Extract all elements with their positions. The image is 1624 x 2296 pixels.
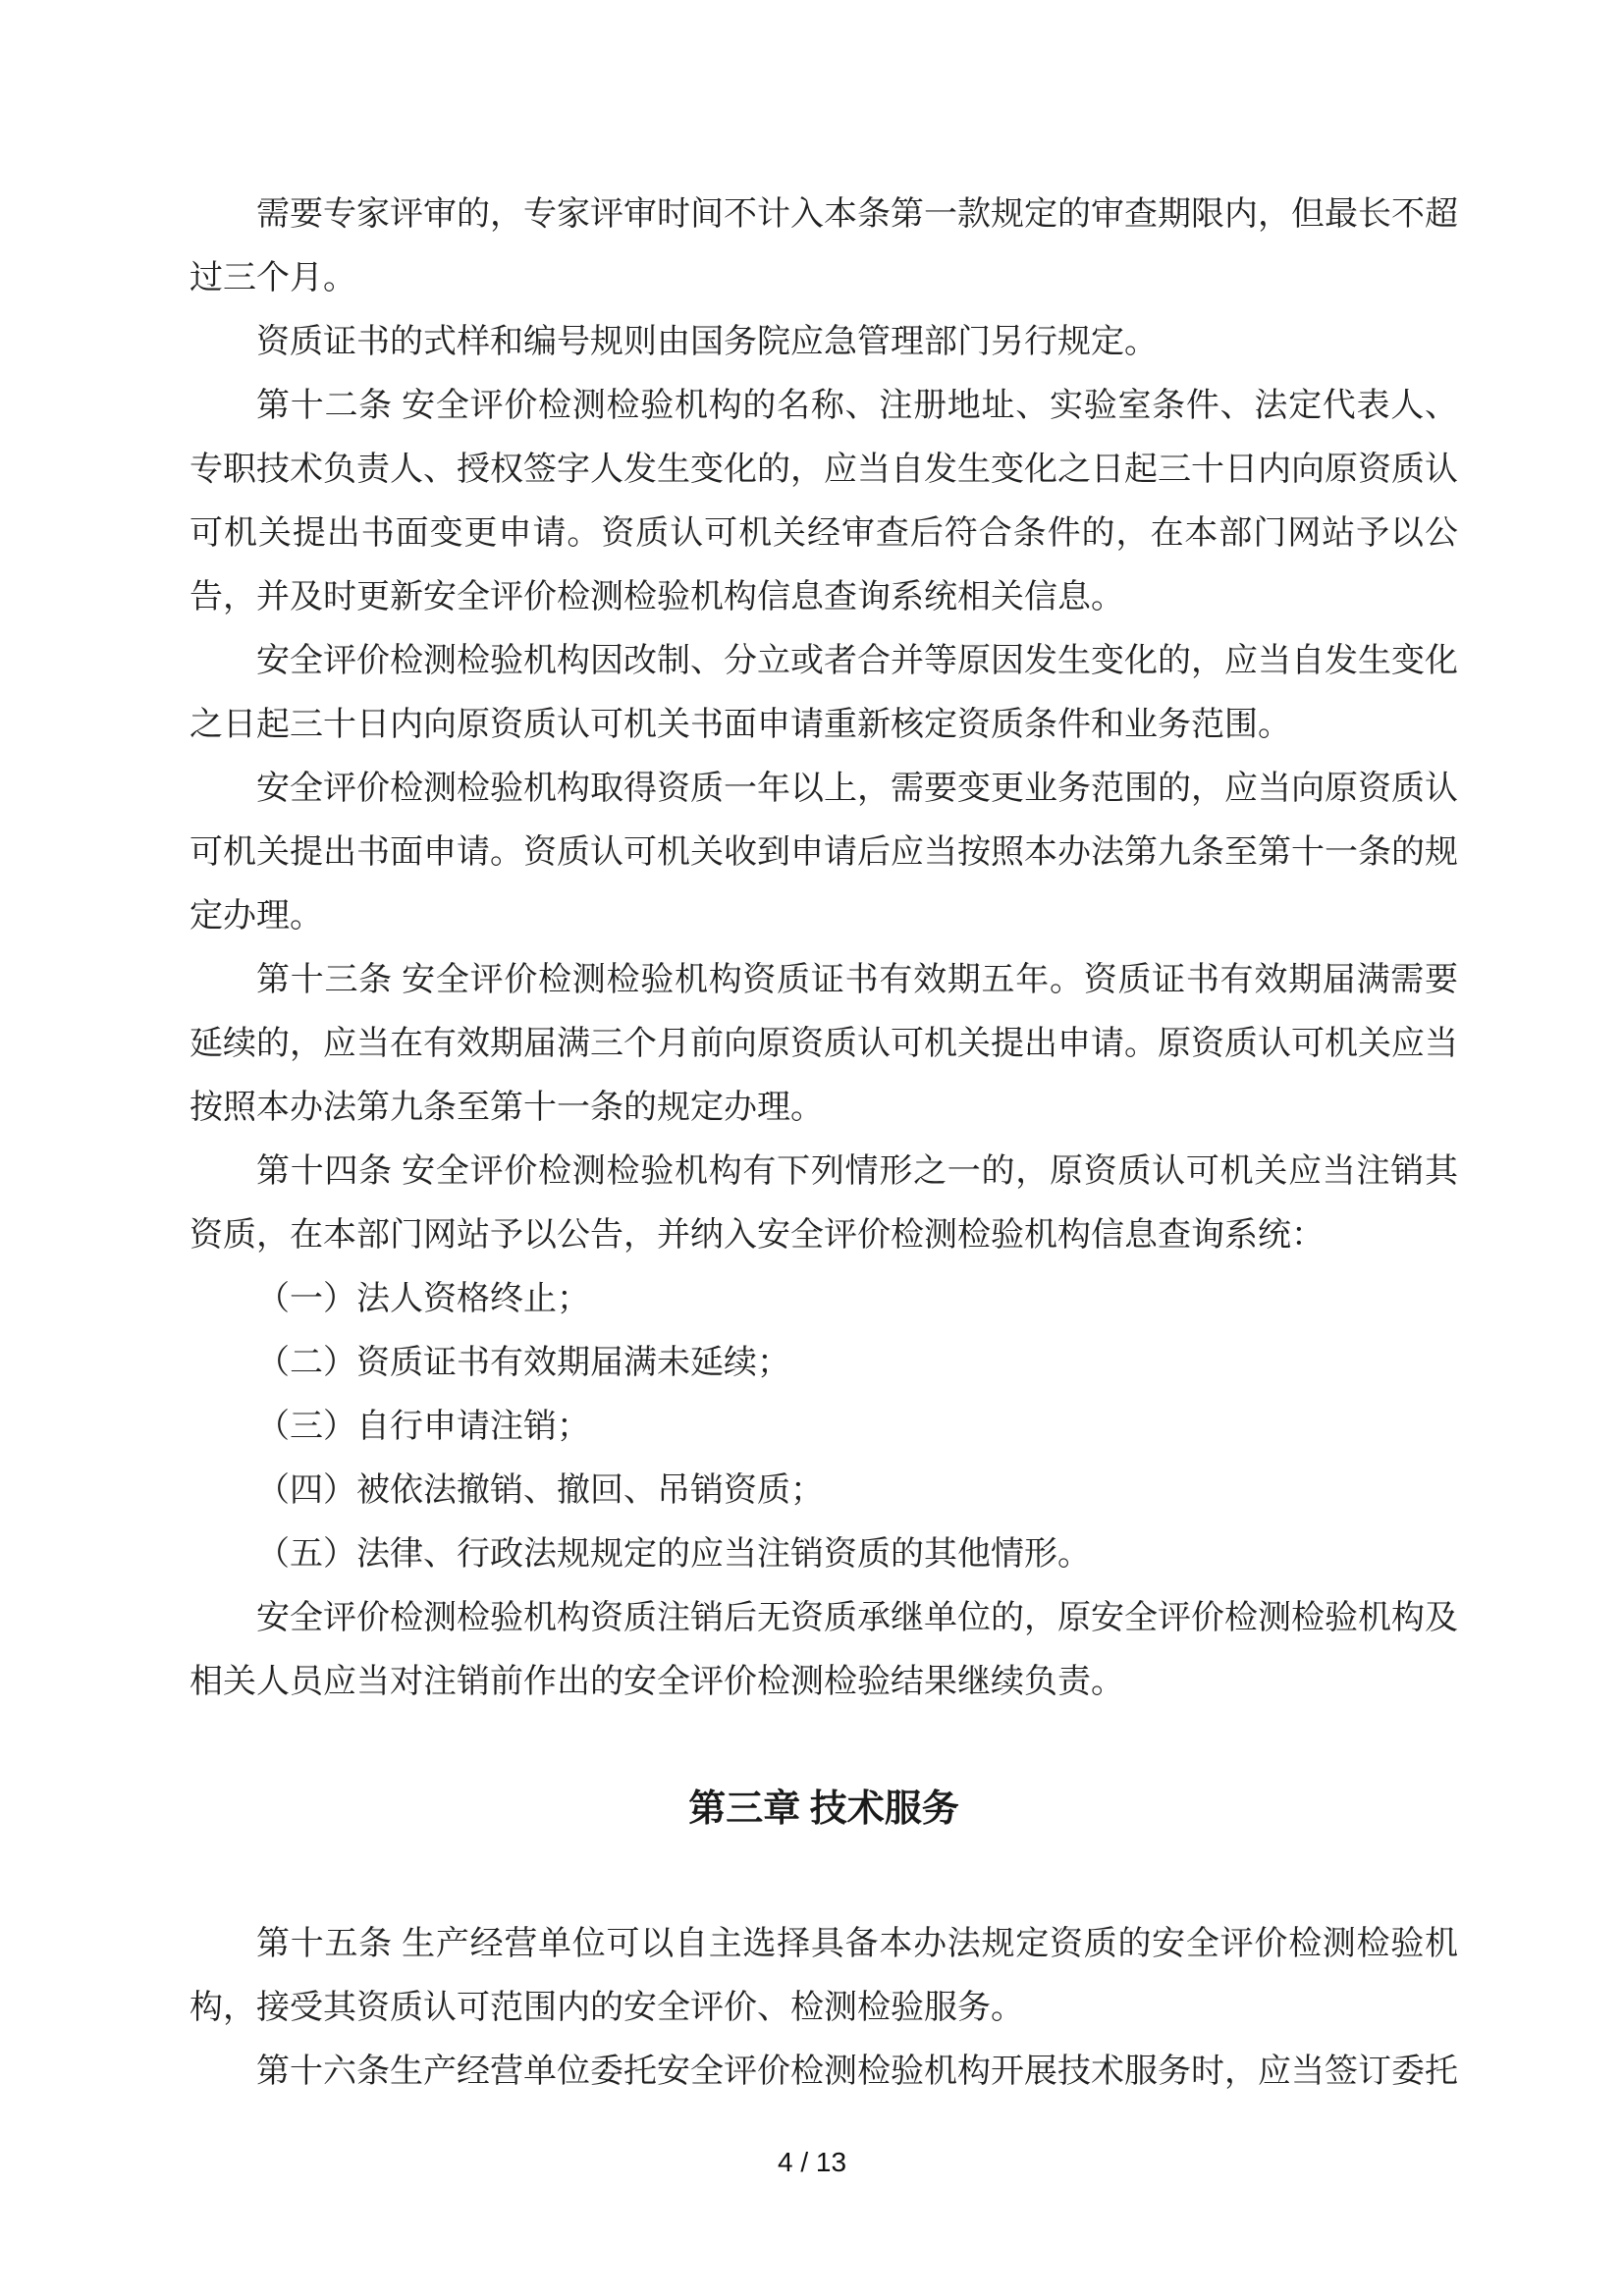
list-item: （五）法律、行政法规规定的应当注销资质的其他情形。 <box>256 1536 1091 1573</box>
paragraph: 需要专家评审的，专家评审时间不计入本条第一款规定的审查期限内，但最长不超过三个月。 <box>189 196 1458 296</box>
list-item: （二）资质证书有效期届满未延续； <box>256 1345 790 1381</box>
list-item: （一）法人资格终止； <box>256 1281 590 1317</box>
paragraph: 资质证书的式样和编号规则由国务院应急管理部门另行规定。 <box>256 324 1158 360</box>
paragraph-article-14: 第十四条 安全评价检测检验机构有下列情形之一的，原资质认可机关应当注销其资质，在本部门网站予以公告，并纳入安全评价检测检验机构信息查询系统： <box>189 1153 1458 1254</box>
paragraph-article-12: 第十二条 安全评价检测检验机构的名称、注册地址、实验室条件、法定代表人、专职技术负责人、授权签字人发生变化的，应当自发生变化之日起三十日内向原资质认可机关提出书面变更申请。资质认可机关经审查后符合条件的，在本部门网站予以公告，并及时更新安全评价检测检验机构信息查询系统相关信息。 <box>189 388 1458 615</box>
paragraph-article-13: 第十三条 安全评价检测检验机构资质证书有效期五年。资质证书有效期届满需要延续的，应当在有效期届满三个月前向原资质认可机关提出申请。原资质认可机关应当按照本办法第九条至第十一条的规定办理。 <box>189 962 1458 1126</box>
list-item: （四）被依法撤销、撤回、吊销资质； <box>256 1472 824 1509</box>
paragraph-article-15: 第十五条 生产经营单位可以自主选择具备本办法规定资质的安全评价检测检验机构，接受其资质认可范围内的安全评价、检测检验服务。 <box>189 1926 1458 2026</box>
paragraph-article-16: 第十六条生产经营单位委托安全评价检测检验机构开展技术服务时，应当签订委托 <box>256 2054 1458 2090</box>
paragraph: 安全评价检测检验机构因改制、分立或者合并等原因发生变化的，应当自发生变化之日起三十日内向原资质认可机关书面申请重新核定资质条件和业务范围。 <box>189 643 1458 743</box>
paragraph: 安全评价检测检验机构资质注销后无资质承继单位的，原安全评价检测检验机构及相关人员应当对注销前作出的安全评价检测检验结果继续负责。 <box>189 1600 1458 1700</box>
paragraph: 安全评价检测检验机构取得资质一年以上，需要变更业务范围的，应当向原资质认可机关提出书面申请。资质认可机关收到申请后应当按照本办法第九条至第十一条的规定办理。 <box>189 771 1458 934</box>
page-number: 4 / 13 <box>777 2147 847 2177</box>
chapter-heading: 第三章 技术服务 <box>688 1789 959 1830</box>
list-item: （三）自行申请注销； <box>256 1409 590 1445</box>
document-body <box>189 183 1458 2104</box>
